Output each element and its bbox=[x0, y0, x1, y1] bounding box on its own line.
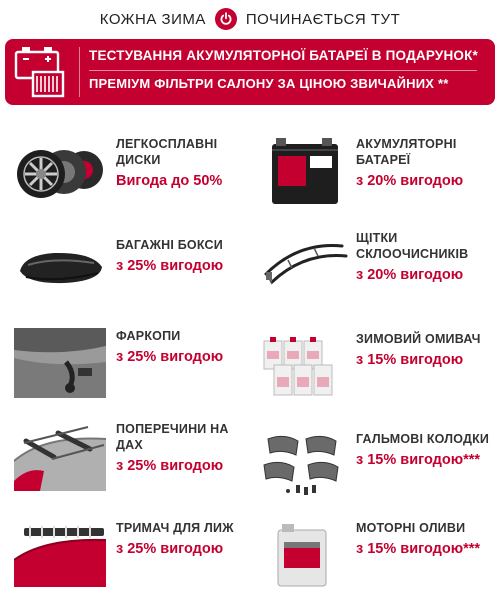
banner-separator bbox=[89, 70, 477, 71]
offer-deal: з 15% вигодою*** bbox=[356, 541, 481, 557]
offer-text bbox=[356, 331, 500, 369]
offer-deal: з 15% вигодою bbox=[356, 352, 464, 368]
banner-line-cabin-filters: ПРЕМІУМ ФІЛЬТРИ САЛОНУ ЗА ЦІНОЮ ЗВИЧАЙНИХ ** bbox=[89, 76, 449, 91]
offer-name: АКУМУЛЯТОРНІ БАТАРЕЇ bbox=[356, 137, 457, 167]
offer-deal: з 25% вигодою bbox=[116, 458, 224, 474]
offer-name: ПОПЕРЕЧИНИ НА ДАХ bbox=[116, 422, 229, 452]
offer-ski-carrier[interactable] bbox=[0, 520, 250, 610]
offer-name: МОТОРНІ ОЛИВИ bbox=[356, 521, 466, 535]
offer-roof-box[interactable] bbox=[0, 237, 250, 327]
offer-deal: з 25% вигодою bbox=[116, 541, 224, 557]
offer-wiper-blades[interactable] bbox=[258, 230, 500, 320]
offer-motor-oil[interactable] bbox=[258, 520, 500, 610]
offer-name: ЛЕГКОСПЛАВНІ ДИСКИ bbox=[116, 137, 218, 167]
offer-name: ТРИМАЧ ДЛЯ ЛИЖ bbox=[116, 521, 234, 535]
offer-text bbox=[116, 237, 250, 275]
offer-car-battery[interactable] bbox=[258, 136, 500, 226]
tow-hitch-icon bbox=[14, 328, 106, 404]
offer-text bbox=[116, 328, 250, 366]
power-icon bbox=[215, 8, 237, 30]
offer-tow-hitch[interactable] bbox=[0, 328, 250, 418]
header-left-text: КОЖНА ЗИМА bbox=[99, 10, 206, 28]
offer-deal: з 15% вигодою*** bbox=[356, 452, 481, 468]
car-battery-icon bbox=[258, 136, 350, 212]
offer-brake-pads[interactable] bbox=[258, 431, 500, 521]
banner-line-battery-test: ТЕСТУВАННЯ АКУМУЛЯТОРНОЇ БАТАРЕЇ В ПОДАРУНОК* bbox=[89, 48, 479, 63]
banner-divider bbox=[79, 47, 80, 97]
wiper-blades-icon bbox=[258, 230, 350, 306]
offer-name: ЩІТКИ СКЛООЧИСНИКІВ bbox=[356, 231, 469, 261]
motor-oil-icon bbox=[258, 520, 350, 596]
offer-text bbox=[356, 136, 500, 190]
page-header bbox=[0, 6, 500, 32]
header-right-text: ПОЧИНАЄТЬСЯ ТУТ bbox=[245, 10, 401, 28]
ski-carrier-icon bbox=[14, 520, 106, 596]
promo-banner bbox=[5, 39, 495, 105]
offer-name: БАГАЖНІ БОКСИ bbox=[116, 238, 223, 252]
offer-text bbox=[116, 520, 250, 558]
offer-deal: з 20% вигодою bbox=[356, 267, 464, 283]
offer-alloy-wheels[interactable] bbox=[0, 136, 250, 226]
roof-box-icon bbox=[14, 237, 106, 313]
offer-text bbox=[356, 431, 500, 469]
roof-bars-icon bbox=[14, 421, 106, 497]
offer-deal: з 20% вигодою bbox=[356, 173, 464, 189]
offer-roof-bars[interactable] bbox=[0, 421, 250, 511]
offer-name: ГАЛЬМОВІ КОЛОДКИ bbox=[356, 432, 490, 446]
offer-deal: з 25% вигодою bbox=[116, 349, 224, 365]
offer-deal: Вигода до 50% bbox=[116, 173, 223, 189]
brake-pads-icon bbox=[258, 431, 350, 507]
offer-text bbox=[356, 520, 500, 558]
alloy-wheels-icon bbox=[14, 136, 106, 212]
offer-washer-fluid[interactable] bbox=[258, 331, 500, 421]
offer-name: ФАРКОПИ bbox=[116, 329, 181, 343]
offer-text bbox=[356, 230, 500, 284]
offer-deal: з 25% вигодою bbox=[116, 258, 224, 274]
car-battery-and-filter-icon bbox=[5, 39, 79, 105]
offer-text bbox=[116, 136, 250, 190]
offer-text bbox=[116, 421, 250, 475]
offer-name: ЗИМОВИЙ ОМИВАЧ bbox=[356, 332, 481, 346]
washer-fluid-icon bbox=[258, 331, 350, 407]
